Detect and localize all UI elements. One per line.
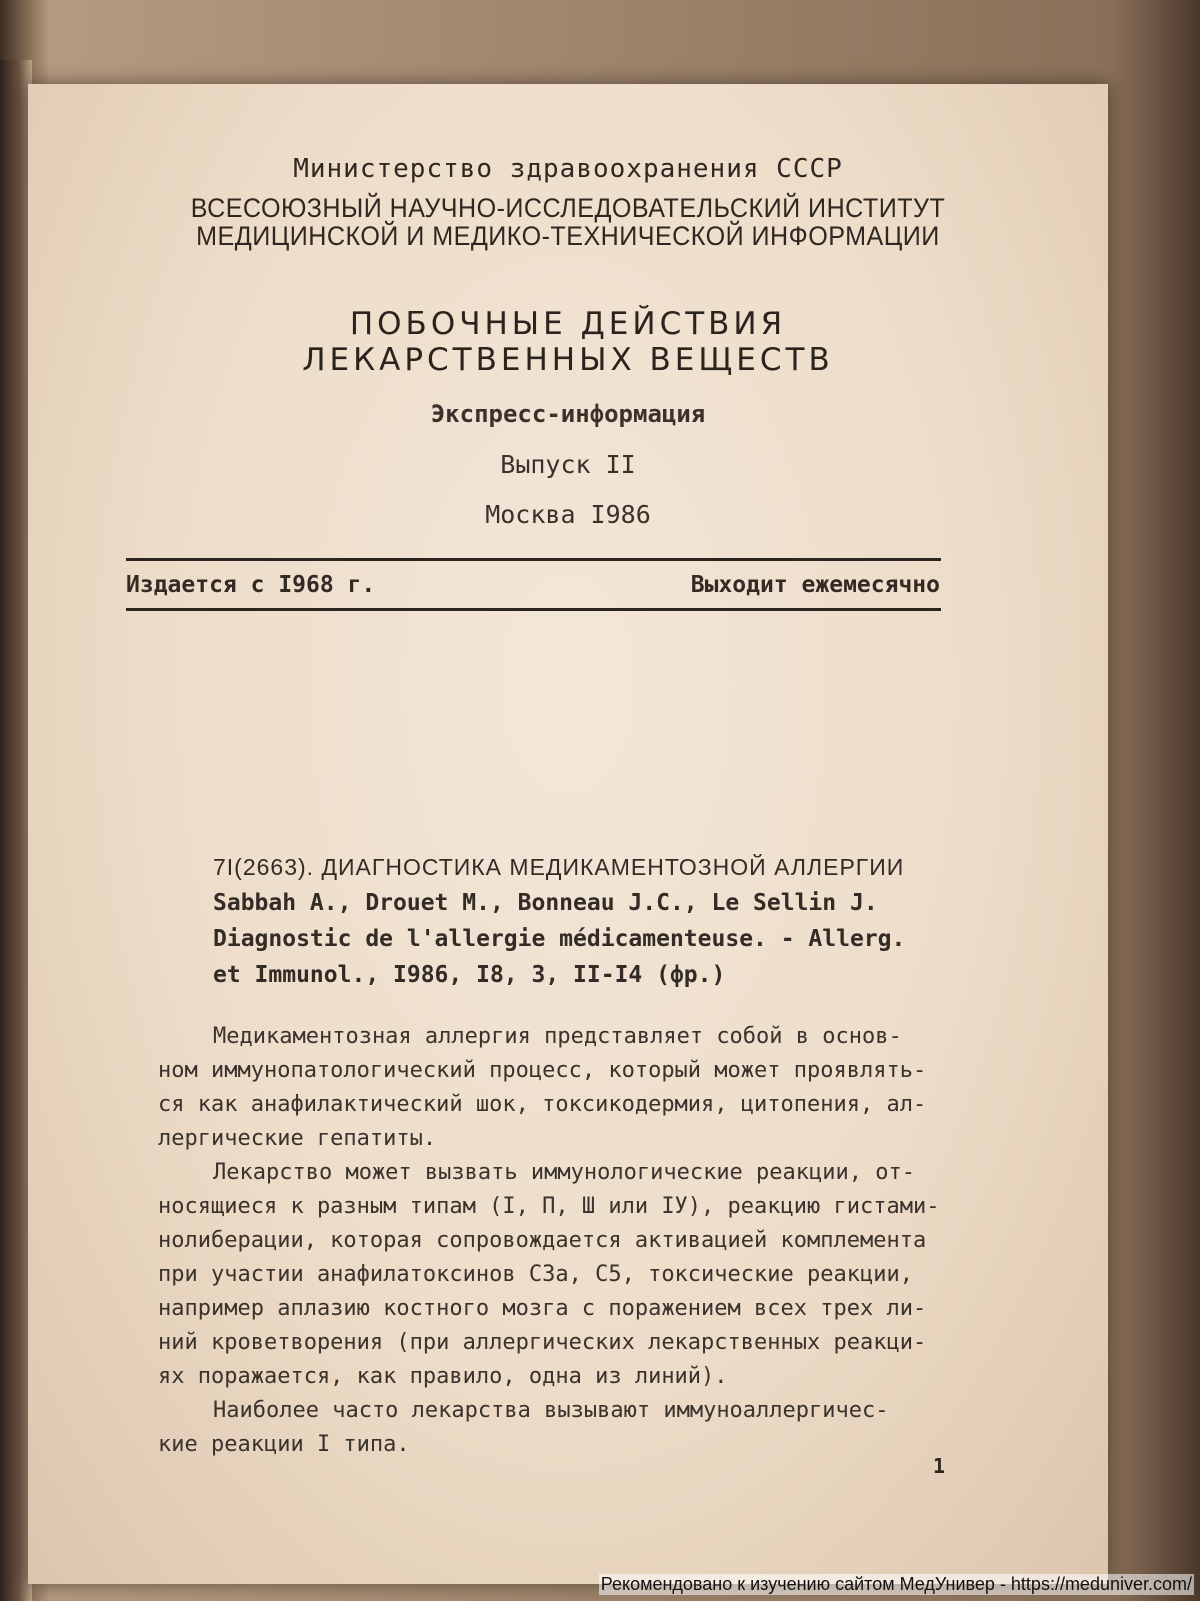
article-citation-line-2: et Immunol., I986, I8, 3, II-I4 (фр.) bbox=[213, 962, 726, 988]
body-line: при участии анафилатоксинов C3a, C5, токсические реакции, bbox=[158, 1262, 913, 1287]
published-since: Издается с I968 г. bbox=[126, 572, 376, 598]
article-header bbox=[213, 849, 905, 993]
body-line: ном иммунопатологический процесс, который может проявлять- bbox=[158, 1058, 927, 1083]
body-line: нолиберации, которая сопровождается активацией комплемента bbox=[158, 1228, 927, 1253]
page-number: 1 bbox=[933, 1454, 946, 1478]
publication-frequency: Выходит ежемесячно bbox=[690, 572, 940, 598]
issue-number: Выпуск II bbox=[500, 450, 636, 479]
city-year: Москва I986 bbox=[485, 500, 651, 529]
document-subtitle: Экспресс-информация bbox=[430, 400, 706, 428]
ministry-name: Министерство здравоохранения СССР bbox=[293, 154, 843, 184]
article-heading: 7I(2663). ДИАГНОСТИКА МЕДИКАМЕНТОЗНОЙ АЛЛЕРГИИ bbox=[213, 854, 905, 880]
body-line: кие реакции I типа. bbox=[158, 1432, 410, 1457]
body-line: ях поражается, как правило, одна из линий). bbox=[158, 1364, 728, 1389]
body-line: Наиболее часто лекарства вызывают иммуноаллергичес- bbox=[213, 1398, 889, 1423]
article-body bbox=[158, 1020, 998, 1462]
article-citation-line-1: Diagnostic de l'allergie médicamenteuse. - Allerg. bbox=[213, 926, 906, 952]
divider-top bbox=[126, 558, 941, 561]
institute-line-1: ВСЕСОЮЗНЫЙ НАУЧНО-ИССЛЕДОВАТЕЛЬСКИЙ ИНСТИТУТ bbox=[190, 193, 946, 223]
body-line: например аплазию костного мозга с поражением всех трех ли- bbox=[158, 1296, 927, 1321]
article-authors: Sabbah A., Drouet M., Bonneau J.C., Le Sellin J. bbox=[213, 890, 878, 916]
document-title bbox=[28, 306, 1108, 378]
watermark-text: Рекомендовано к изучению сайтом МедУнивер - https://meduniver.com/ bbox=[600, 1574, 1192, 1594]
body-line: носящиеся к разным типам (I, П, Ш или IУ), реакцию гистами- bbox=[158, 1194, 940, 1219]
document-page bbox=[28, 84, 1108, 1584]
institute-line-2: МЕДИЦИНСКОЙ И МЕДИКО-ТЕХНИЧЕСКОЙ ИНФОРМАЦИИ bbox=[196, 221, 940, 251]
body-line: лергические гепатиты. bbox=[158, 1126, 437, 1151]
body-line: Лекарство может вызвать иммунологические реакции, от- bbox=[213, 1160, 915, 1185]
institute-name bbox=[66, 194, 1070, 250]
body-line: ний кроветворения (при аллергических лекарственных реакци- bbox=[158, 1330, 927, 1355]
title-line-2: ЛЕКАРСТВЕННЫХ ВЕЩЕСТВ bbox=[302, 342, 834, 378]
divider-bottom bbox=[126, 608, 941, 611]
body-line: Медикаментозная аллергия представляет собой в основ- bbox=[213, 1024, 902, 1049]
body-line: ся как анафилактический шок, токсикодермия, цитопения, ал- bbox=[158, 1092, 927, 1117]
title-line-1: ПОБОЧНЫЕ ДЕЙСТВИЯ bbox=[349, 306, 787, 342]
